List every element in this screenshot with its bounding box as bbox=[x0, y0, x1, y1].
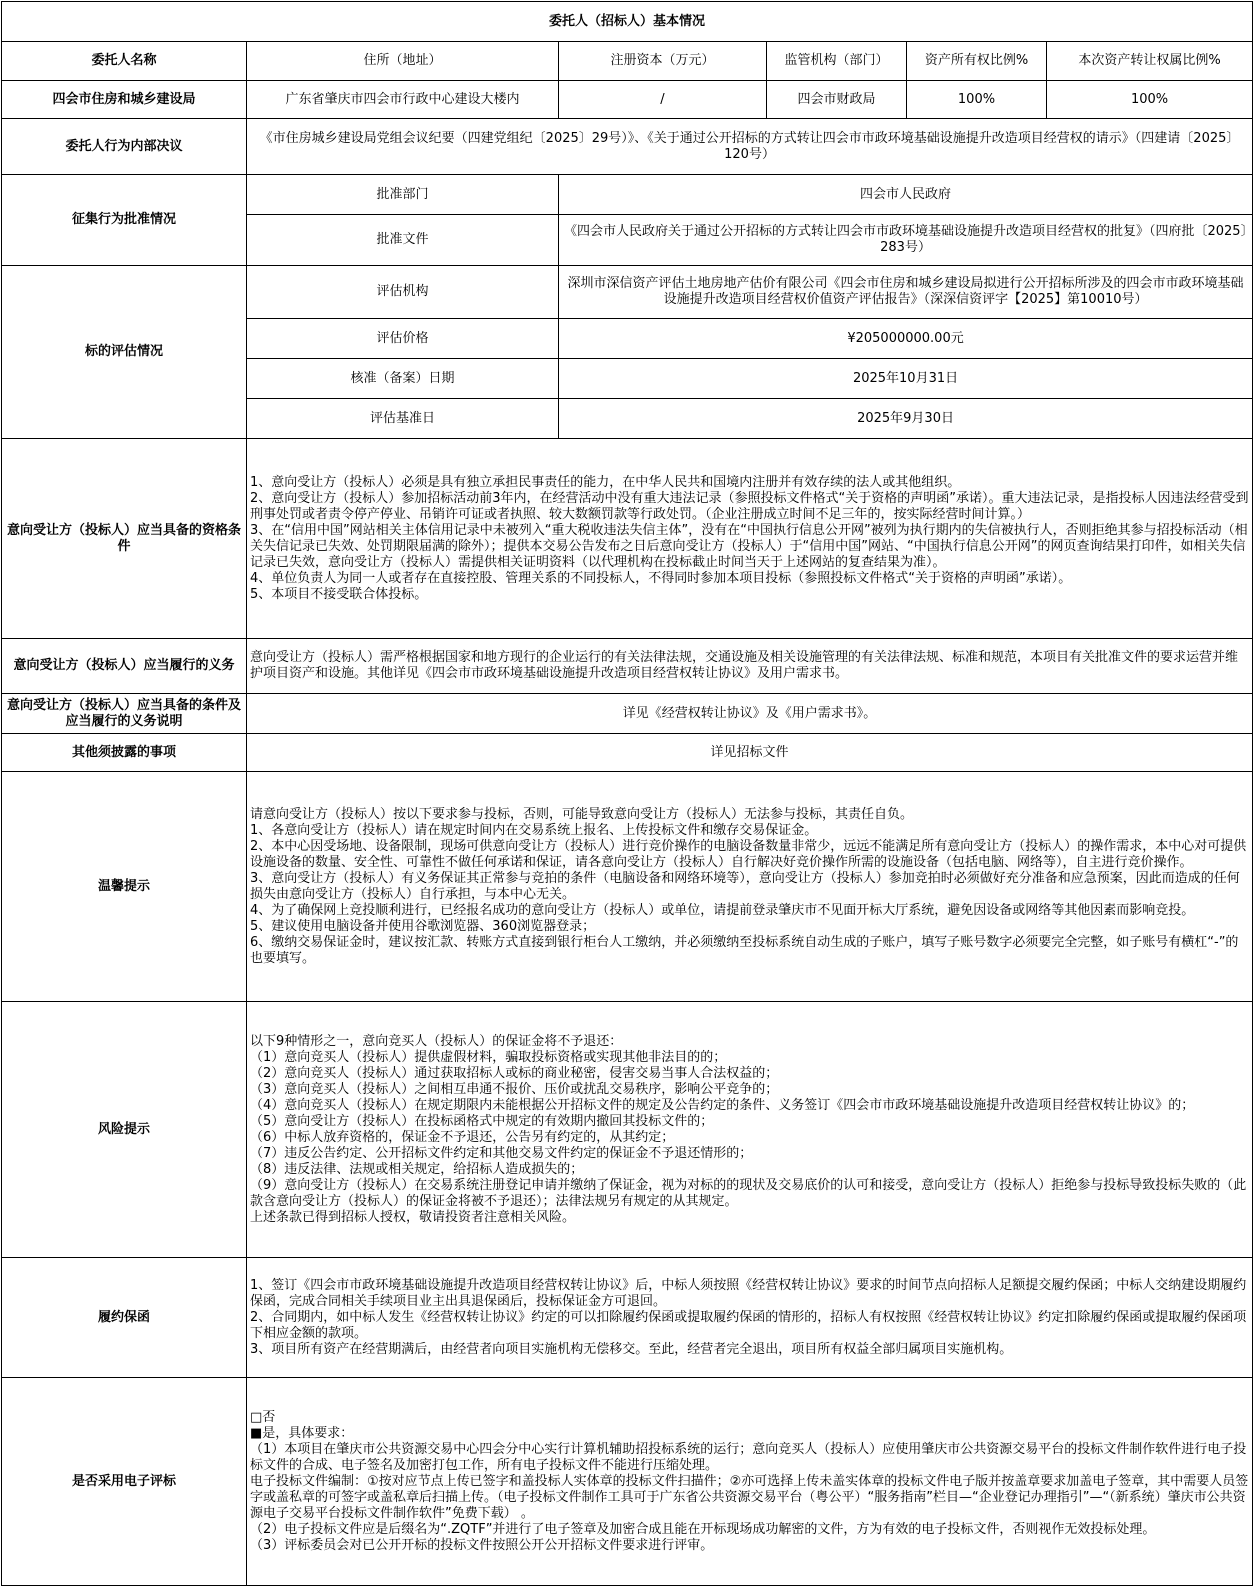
tips-item: 6、缴纳交易保证金时，建议按汇款、转账方式直接到银行柜台人工缴纳，并必须缴纳至投标系统自动生成的子账户，填写子账号数字必须要完全完整，如子账号有横杠“-”的也要填写。 bbox=[250, 934, 1239, 966]
other-disclosure-label: 其他须披露的事项 bbox=[2, 734, 247, 772]
risk-item: （2）意向竞买人（投标人）通过获取招标人或标的商业秘密，侵害交易当事人合法权益的； bbox=[250, 1065, 779, 1081]
approval-dept-label: 批准部门 bbox=[247, 175, 559, 215]
performance-text bbox=[247, 1258, 1253, 1378]
internal-resolution-text: 《市住房城乡建设局党组会议纪要（四建党组纪〔2025〕29号）》、《关于通过公开招标的方式转让四会市市政环境基础设施提升改造项目经营权的请示》（四建请〔2025〕120号） bbox=[247, 119, 1253, 175]
performance-label: 履约保函 bbox=[2, 1258, 247, 1378]
internal-resolution-label: 委托人行为内部决议 bbox=[2, 119, 247, 175]
risk-label: 风险提示 bbox=[2, 1002, 247, 1258]
qualification-item: 4、单位负责人为同一人或者存在直接控股、管理关系的不同投标人，不得同时参加本项目投标（参照投标文件格式“关于资格的声明函”承诺）。 bbox=[250, 570, 1072, 586]
electronic-item: 电子投标文件编制：①按对应节点上传已签字和盖投标人实体章的投标文件扫描件；②亦可选择上传未盖实体章的投标文件电子版并按盖章要求加盖电子签章，其中需要人员签字或盖私章的可签字或盖私章后扫描上传。（电子投标文件制作工具可于广东省公共资源交易平台（粤公平）“服务指南”栏目—“企业登记办理指引”—“（新系统）肇庆市公共资源电子交易平台投标文件制作软件”免费下载） 。 bbox=[250, 1473, 1249, 1521]
tips-text bbox=[247, 772, 1253, 1002]
electronic-item: （2）电子投标文件应是后缀名为“.ZQTF”并进行了电子签章及加密合成且能在开标现场成功解密的文件，方为有效的电子投标文件，否则视作无效投标处理。 bbox=[250, 1521, 1156, 1537]
tips-item: 3、意向受让方（投标人）有义务保证其正常参与竞拍的条件（电脑设备和网络环境等），意向受让方（投标人）参加竞拍时必须做好充分准备和应急预案，因此而造成的任何损失由意向受让方（投标人）自行承担，与本中心无关。 bbox=[250, 870, 1240, 902]
basic-info-table bbox=[1, 1, 1253, 1586]
risk-item: （5）意向受让方（投标人）在投标函格式中规定的有效期内撤回其投标文件的； bbox=[250, 1113, 714, 1129]
tips-item: 请意向受让方（投标人）按以下要求参与投标，否则，可能导致意向受让方（投标人）无法参与投标，其责任自负。 bbox=[250, 806, 914, 822]
entrustor-registered-capital: / bbox=[559, 81, 767, 119]
entrustor-transfer-ratio: 100% bbox=[1047, 81, 1253, 119]
evaluation-label: 标的评估情况 bbox=[2, 266, 247, 439]
entrustor-ownership-ratio: 100% bbox=[907, 81, 1047, 119]
risk-item: （4）意向竞买人（投标人）在规定期限内未能根据公开招标文件的规定及公告约定的条件、义务签订《四会市市政环境基础设施提升改造项目经营权转让协议》的； bbox=[250, 1097, 1195, 1113]
tips-label: 温馨提示 bbox=[2, 772, 247, 1002]
approval-doc-label: 批准文件 bbox=[247, 215, 559, 266]
conditions-note-label: 意向受让方（投标人）应当具备的条件及应当履行的义务说明 bbox=[2, 694, 247, 734]
electronic-text bbox=[247, 1378, 1253, 1586]
tips-item: 1、各意向受让方（投标人）请在规定时间内在交易系统上报名、上传投标文件和缴存交易保证金。 bbox=[250, 822, 818, 838]
tips-item: 4、为了确保网上竞投顺利进行，已经报名成功的意向受让方（投标人）或单位，请提前登录肇庆市不见面开标大厅系统，避免因设备或网络等其他因素而影响竞投。 bbox=[250, 902, 1195, 918]
electronic-item: （3）评标委员会对已公开开标的投标文件按照公开公开招标文件要求进行评审。 bbox=[250, 1537, 714, 1553]
evaluation-org-value: 深圳市深信资产评估土地房地产估价有限公司《四会市住房和城乡建设局拟进行公开招标所涉及的四会市市政环境基础设施提升改造项目经营权价值资产评估报告》（深深信资评字【2025】第10010号） bbox=[559, 266, 1253, 319]
performance-item: 2、合同期内，如中标人发生《经营权转让协议》约定的可以扣除履约保函或提取履约保函的情形的，招标人有权按照《经营权转让协议》约定扣除履约保函或提取履约保函项下相应金额的款项。 bbox=[250, 1309, 1247, 1341]
qualification-label: 意向受让方（投标人）应当具备的资格条件 bbox=[2, 439, 247, 639]
performance-item: 1、签订《四会市市政环境基础设施提升改造项目经营权转让协议》后，中标人须按照《经营权转让协议》要求的时间节点向招标人足额提交履约保函；中标人交纳建设期履约保函，完成合同相关手续项目业主出具退保函后，投标保证金方可退回。 bbox=[250, 1277, 1247, 1309]
performance-item: 3、项目所有资产在经营期满后，由经营者向项目实施机构无偿移交。至此，经营者完全退出，项目所有权益全部归属项目实施机构。 bbox=[250, 1341, 1013, 1357]
evaluation-approve-date-value: 2025年10月31日 bbox=[559, 359, 1253, 399]
electronic-option-yes: ■是，具体要求： bbox=[250, 1425, 354, 1441]
evaluation-price-value: ¥205000000.00元 bbox=[559, 319, 1253, 359]
header-address: 住所（地址） bbox=[247, 42, 559, 81]
qualification-item: 2、意向受让方（投标人）参加招标活动前3年内，在经营活动中没有重大违法记录（参照投标文件格式“关于资格的声明函”承诺）。重大违法记录，是指投标人因违法经营受到刑事处罚或者责令停产停业、吊销许可证或者执照、较大数额罚款等行政处罚。（企业注册成立时间不足三年的，按实际经营时间计算。） bbox=[250, 490, 1249, 522]
evaluation-approve-date-label: 核准（备案）日期 bbox=[247, 359, 559, 399]
risk-item: 上述条款已得到招标人授权，敬请投资者注意相关风险。 bbox=[250, 1209, 576, 1225]
risk-text bbox=[247, 1002, 1253, 1258]
header-supervisor: 监管机构（部门） bbox=[767, 42, 907, 81]
header-transfer-ratio: 本次资产转让权属比例% bbox=[1047, 42, 1253, 81]
header-ownership-ratio: 资产所有权比例% bbox=[907, 42, 1047, 81]
risk-item: （7）违反公告约定、公开招标文件约定和其他交易文件约定的保证金不予退还情形的； bbox=[250, 1145, 753, 1161]
qualification-item: 1、意向受让方（投标人）必须是具有独立承担民事责任的能力，在中华人民共和国境内注册并有效存续的法人或其他组织。 bbox=[250, 474, 961, 490]
approval-doc-value: 《四会市人民政府关于通过公开招标的方式转让四会市市政环境基础设施提升改造项目经营权的批复》（四府批〔2025〕283号） bbox=[559, 215, 1253, 266]
risk-item: （6）中标人放弃资格的，保证金不予退还，公告另有约定的，从其约定； bbox=[250, 1129, 675, 1145]
risk-item: 以下9种情形之一，意向竞买人（投标人）的保证金将不予退还： bbox=[250, 1033, 623, 1049]
other-disclosure-text: 详见招标文件 bbox=[247, 734, 1253, 772]
evaluation-base-date-label: 评估基准日 bbox=[247, 399, 559, 439]
tips-item: 5、建议使用电脑设备并使用谷歌浏览器、360浏览器登录； bbox=[250, 918, 596, 934]
approval-dept-value: 四会市人民政府 bbox=[559, 175, 1253, 215]
table-title: 委托人（招标人）基本情况 bbox=[2, 2, 1253, 42]
entrustor-address: 广东省肇庆市四会市行政中心建设大楼内 bbox=[247, 81, 559, 119]
entrustor-supervisor: 四会市财政局 bbox=[767, 81, 907, 119]
obligations-text: 意向受让方（投标人）需严格根据国家和地方现行的企业运行的有关法律法规，交通设施及相关设施管理的有关法律法规、标准和规范，本项目有关批准文件的要求运营并维护项目资产和设施。其他详见《四会市市政环境基础设施提升改造项目经营权转让协议》及用户需求书。 bbox=[247, 639, 1253, 694]
risk-item: （3）意向竞买人（投标人）之间相互串通不报价、压价或扰乱交易秩序，影响公平竞争的； bbox=[250, 1081, 779, 1097]
risk-item: （1）意向竞买人（投标人）提供虚假材料，骗取投标资格或实现其他非法目的的； bbox=[250, 1049, 727, 1065]
evaluation-price-label: 评估价格 bbox=[247, 319, 559, 359]
header-entrustor-name: 委托人名称 bbox=[2, 42, 247, 81]
conditions-note-text: 详见《经营权转让协议》及《用户需求书》。 bbox=[247, 694, 1253, 734]
evaluation-base-date-value: 2025年9月30日 bbox=[559, 399, 1253, 439]
qualification-item: 5、本项目不接受联合体投标。 bbox=[250, 586, 428, 602]
qualification-item: 3、在“信用中国”网站相关主体信用记录中未被列入“重大税收违法失信主体”，没有在“中国执行信息公开网”被列为执行期内的失信被执行人，否则拒绝其参与招投标活动（相关失信记录已失效、处罚期限届满的除外）；提供本交易公告发布之日后意向受让方（投标人）于“信用中国”网站、“中国执行信息公开网”的网页查询结果打印件，如相关失信记录已失效，意向受让方（投标人）需提供相关证明资料（以代理机构在投标截止时间当天于上述网站的复查结果为准）。 bbox=[250, 522, 1248, 570]
header-registered-capital: 注册资本（万元） bbox=[559, 42, 767, 81]
risk-item: （9）意向受让方（投标人）在交易系统注册登记申请并缴纳了保证金，视为对标的的现状及交易底价的认可和接受，意向受让方（投标人）拒绝参与投标导致投标失败的（此款含意向受让方（投标人）的保证金将被不予退还）；法律法规另有规定的从其规定。 bbox=[250, 1177, 1247, 1209]
qualification-text bbox=[247, 439, 1253, 639]
evaluation-org-label: 评估机构 bbox=[247, 266, 559, 319]
electronic-option-no: □否 bbox=[250, 1409, 276, 1425]
electronic-label: 是否采用电子评标 bbox=[2, 1378, 247, 1586]
tips-item: 2、本中心因受场地、设备限制，现场可供意向受让方（投标人）进行竞价操作的电脑设备数量非常少，远远不能满足所有意向受让方（投标人）的操作需求，本中心对可提供设施设备的数量、安全性、可靠性不做任何承诺和保证，请各意向受让方（投标人）自行解决好竞价操作所需的设施设备（包括电脑、网络等），自主进行竞价操作。 bbox=[250, 838, 1247, 870]
entrustor-name: 四会市住房和城乡建设局 bbox=[2, 81, 247, 119]
electronic-item: （1）本项目在肇庆市公共资源交易中心四会分中心实行计算机辅助招投标系统的运行；意向竞买人（投标人）应使用肇庆市公共资源交易平台的投标文件制作软件进行电子投标文件的合成、电子签名及加密打包工作，所有电子投标文件不能进行压缩处理。 bbox=[250, 1441, 1247, 1473]
approval-label: 征集行为批准情况 bbox=[2, 175, 247, 266]
risk-item: （8）违反法律、法规或相关规定，给招标人造成损失的； bbox=[250, 1161, 584, 1177]
obligations-label: 意向受让方（投标人）应当履行的义务 bbox=[2, 639, 247, 694]
